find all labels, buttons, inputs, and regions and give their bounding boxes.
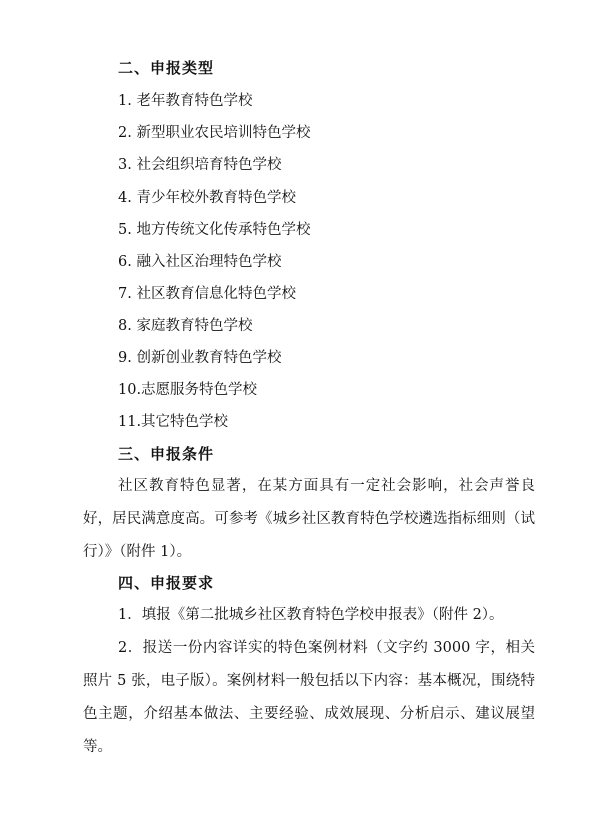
type-item-3: 3. 社会组织培育特色学校 xyxy=(118,157,282,173)
type-item-2: 2. 新型职业农民培训特色学校 xyxy=(118,125,311,141)
conditions-paragraph: 社区教育特色显著，在某方面具有一定社会影响，社会声誉良好，居民满意度高。可参考《城乡社区教育特色学校遴选指标细则（试行）》（附件 1）。 xyxy=(83,478,535,560)
section-heading-conditions: 三、申报条件 xyxy=(118,445,215,463)
type-item-1: 1. 老年教育特色学校 xyxy=(118,93,253,109)
type-item-10: 10.志愿服务特色学校 xyxy=(118,382,258,398)
type-item-5: 5. 地方传统文化传承特色学校 xyxy=(118,222,311,238)
type-item-11: 11.其它特色学校 xyxy=(118,414,229,430)
requirements-item-1: 1．填报《第二批城乡社区教育特色学校申报表》（附件 2）。 xyxy=(118,607,504,623)
section-heading-requirements: 四、申报要求 xyxy=(118,574,215,592)
type-item-4: 4. 青少年校外教育特色学校 xyxy=(118,190,296,206)
requirements-item-2: 2．报送一份内容详实的特色案例材料（文字约 3000 字，相关照片 5 张，电子版）。案例材料一般包括以下内容：基本概况，围绕特色主题，介绍基本做法、主要经验、成效展现、分析启示、建议展望等。 xyxy=(83,640,535,755)
type-item-7: 7. 社区教育信息化特色学校 xyxy=(118,286,296,302)
section-heading-type: 二、申报类型 xyxy=(118,59,215,77)
type-item-6: 6. 融入社区治理特色学校 xyxy=(118,254,282,270)
type-item-9: 9. 创新创业教育特色学校 xyxy=(118,350,282,366)
type-item-8: 8. 家庭教育特色学校 xyxy=(118,318,253,334)
